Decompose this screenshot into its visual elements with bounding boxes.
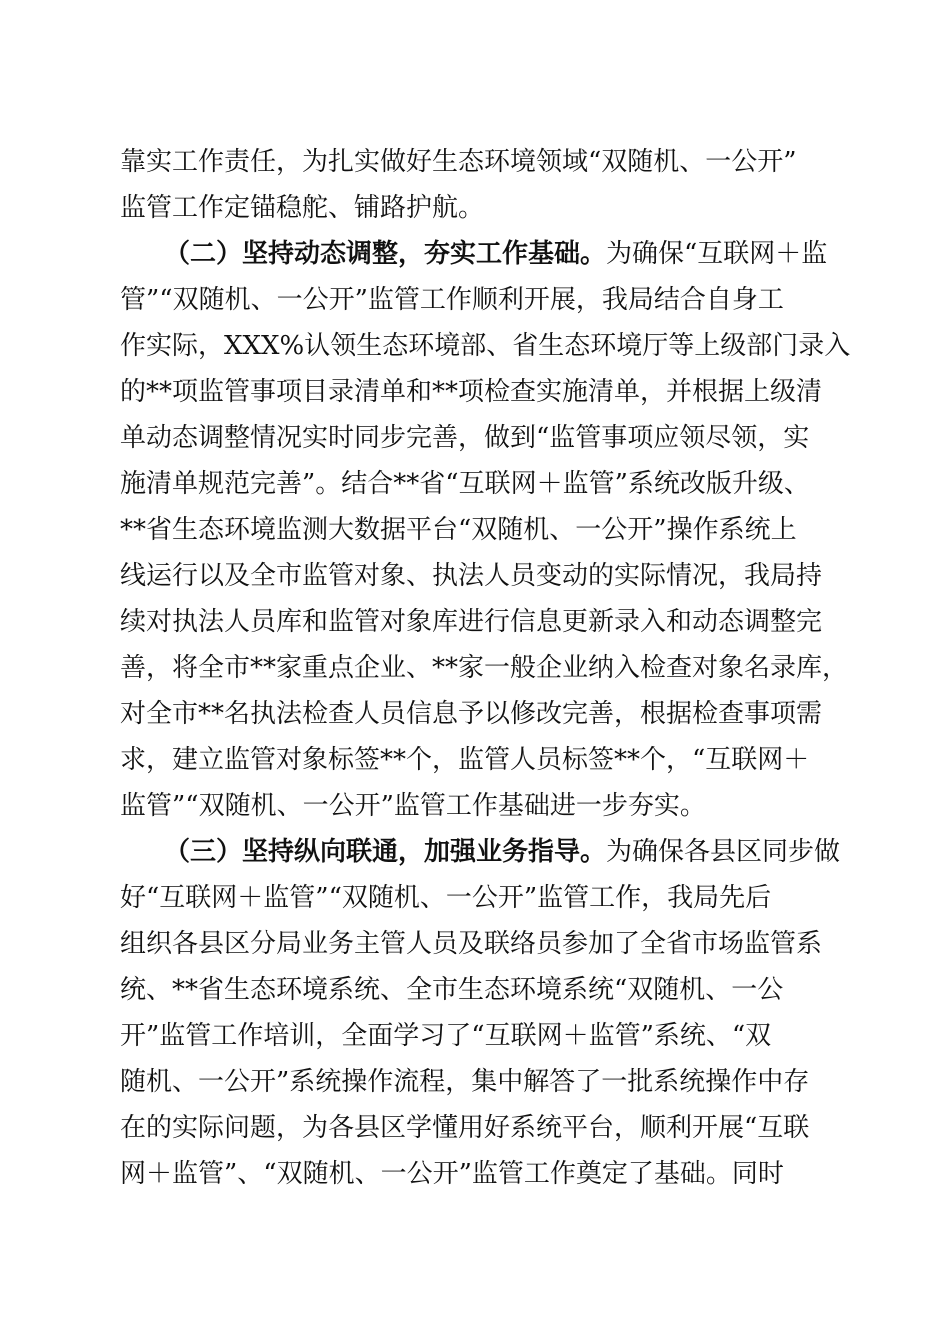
paragraph-line: 组织各县区分局业务主管人员及联络员参加了全省市场监管系 [120, 929, 823, 959]
paragraph-line: 的**项监管事项目录清单和**项检查实施清单，并根据上级清 [120, 377, 823, 407]
paragraph-line: 求，建立监管对象标签**个，监管人员标签**个，“互联网＋ [120, 745, 810, 775]
paragraph-line: 施清单规范完善”。结合**省“互联网＋监管”系统改版升级、 [120, 469, 810, 499]
section-2-heading: （二）坚持动态调整，夯实工作基础。 [164, 239, 607, 269]
paragraph-line: 监管”“双随机、一公开”监管工作基础进一步夯实。 [120, 791, 706, 821]
paragraph-line: 作实际，XXX%认领生态环境部、省生态环境厅等上级部门录入 [120, 331, 851, 361]
section-3-first-line [164, 832, 884, 872]
paragraph-line: 监管工作定锚稳舵、铺路护航。 [120, 193, 485, 223]
paragraph-line: 对全市**名执法检查人员信息予以修改完善，根据检查事项需 [120, 699, 823, 729]
paragraph-line: 开”监管工作培训，全面学习了“互联网＋监管”系统、“双 [120, 1021, 772, 1051]
paragraph-text: 为确保“互联网＋监 [606, 239, 828, 269]
paragraph-line: 线运行以及全市监管对象、执法人员变动的实际情况，我局持 [120, 561, 823, 591]
paragraph-line: 网＋监管”、“双随机、一公开”监管工作奠定了基础。同时 [120, 1159, 784, 1189]
paragraph-line: 单动态调整情况实时同步完善，做到“监管事项应领尽领，实 [120, 423, 810, 453]
paragraph-line: 统、**省生态环境系统、全市生态环境系统“双随机、一公 [120, 975, 784, 1005]
paragraph-line: 随机、一公开”系统操作流程，集中解答了一批系统操作中存 [120, 1067, 810, 1097]
paragraph-line: 靠实工作责任，为扎实做好生态环境领域“双随机、一公开” [120, 147, 797, 177]
paragraph-line: 管”“双随机、一公开”监管工作顺利开展，我局结合自身工 [120, 285, 784, 315]
section-2-first-line [164, 234, 884, 274]
paragraph-line: 好“互联网＋监管”“双随机、一公开”监管工作，我局先后 [120, 883, 772, 913]
paragraph-line: 在的实际问题，为各县区学懂用好系统平台，顺利开展“互联 [120, 1113, 810, 1143]
paragraph-line: **省生态环境监测大数据平台“双随机、一公开”操作系统上 [120, 515, 797, 545]
paragraph-line: 续对执法人员库和监管对象库进行信息更新录入和动态调整完 [120, 607, 823, 637]
paragraph-line: 善，将全市**家重点企业、**家一般企业纳入检查对象名录库， [120, 653, 849, 683]
section-3-heading: （三）坚持纵向联通，加强业务指导。 [164, 837, 607, 867]
paragraph-text: 为确保各县区同步做 [606, 837, 841, 867]
